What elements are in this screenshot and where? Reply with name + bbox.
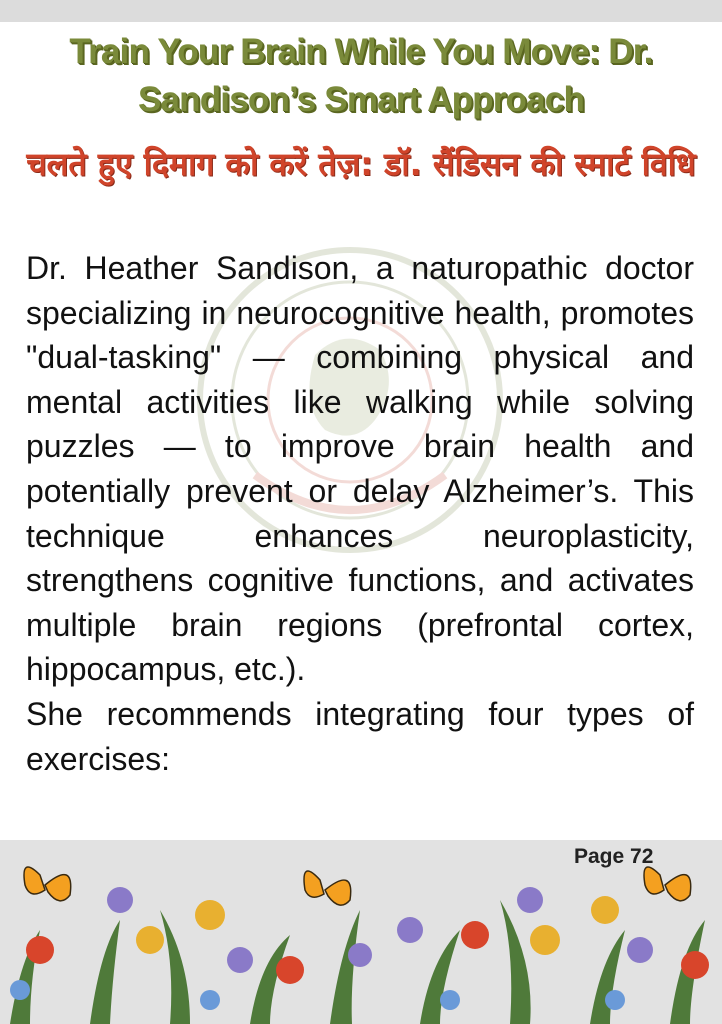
english-title: Train Your Brain While You Move: Dr. Sandison’s Smart Approach <box>69 32 653 119</box>
paragraph-intro: Dr. Heather Sandison, a naturopathic doctor specializing in neurocognitive health, promotes "dual-tasking" — combining physical and mental activities like walking while solving puzzles — to improve brain health and potentially prevent or delay Alzheimer’s. This technique enhances neuroplasticity, strengthens cognitive functions, and activates multiple brain regions (prefrontal cortex, hippocampus, etc.). <box>26 250 694 688</box>
page-number: Page 72 <box>574 845 654 868</box>
top-band <box>0 0 722 22</box>
body-text <box>26 246 694 781</box>
hindi-title: चलते हुए दिमाग को करें तेज़: डॉ. सैंडिसन की स्मार्ट विधि <box>26 145 696 183</box>
paragraph-recommendation: She recommends integrating four types of exercises: <box>26 695 694 777</box>
